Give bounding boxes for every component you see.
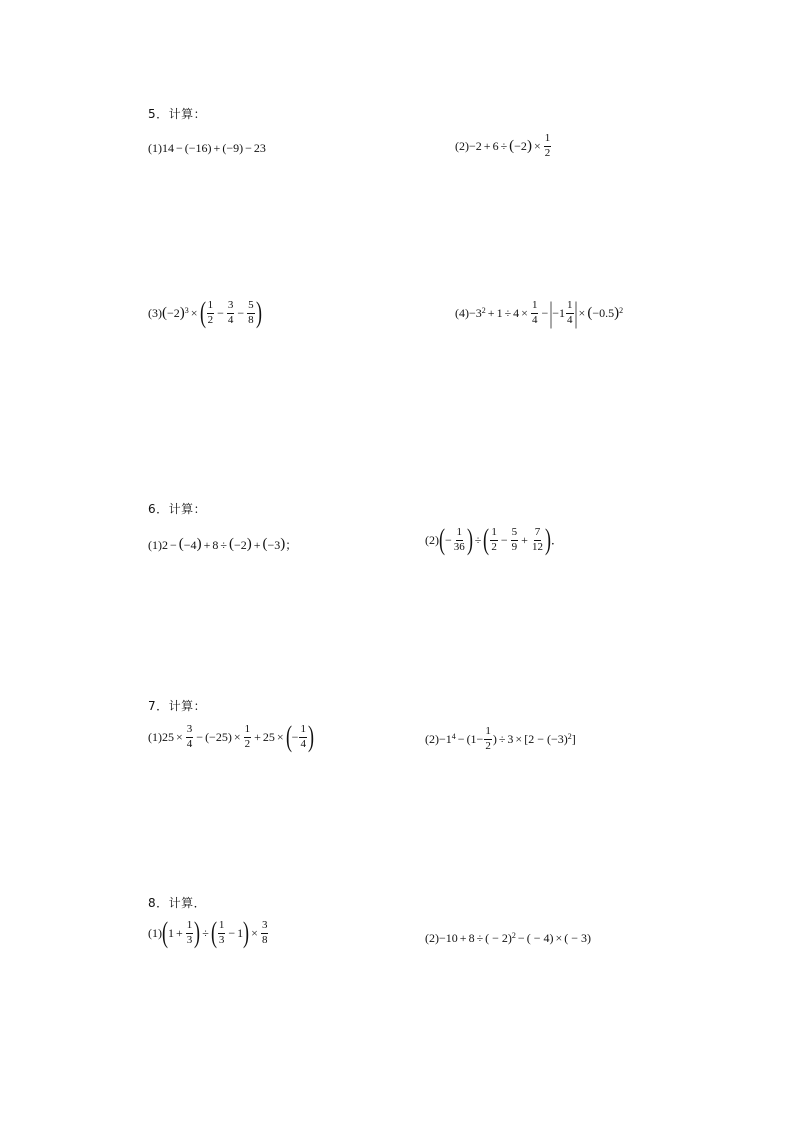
fraction xyxy=(531,527,544,553)
term: −1 xyxy=(552,306,566,321)
numerator: 3 xyxy=(261,920,269,934)
fraction xyxy=(244,724,252,750)
operator: × xyxy=(276,730,284,745)
paren-close: ) xyxy=(179,304,185,321)
abs-bar-close: | xyxy=(574,296,578,330)
denominator: 2 xyxy=(544,146,551,159)
operator: − xyxy=(237,306,245,321)
operator: ÷ xyxy=(476,931,484,945)
term: 2 xyxy=(162,537,168,552)
term: ( − 3) xyxy=(564,931,592,945)
term: 4 xyxy=(513,306,520,321)
term: 3 xyxy=(507,732,514,747)
term: −2 xyxy=(469,139,482,154)
q6-part2 xyxy=(425,523,563,557)
term: 25 xyxy=(262,730,275,745)
big-paren-close: ) xyxy=(544,523,551,557)
term: ] xyxy=(571,732,576,747)
big-paren-open: ( xyxy=(439,523,445,557)
paren-open: ( xyxy=(509,137,515,154)
operator: × xyxy=(533,139,541,154)
question-6-title: 6．计算： xyxy=(148,502,207,516)
numerator: 1 xyxy=(299,724,307,738)
label: (1) xyxy=(148,537,162,552)
fraction xyxy=(531,300,539,326)
operator: + xyxy=(213,141,221,155)
operator: ÷ xyxy=(498,732,506,747)
paren-close: ) xyxy=(526,137,532,154)
fraction xyxy=(544,133,552,159)
operator: − xyxy=(170,537,177,552)
term: ( − 4) xyxy=(526,931,554,945)
q6-part1 xyxy=(148,537,297,552)
fraction xyxy=(484,726,492,752)
exponent: 3 xyxy=(184,306,189,316)
big-paren-close: ) xyxy=(243,916,250,950)
big-paren-open: ( xyxy=(285,720,292,754)
operator: + xyxy=(483,139,491,154)
label: (3) xyxy=(148,306,162,321)
q8-part1 xyxy=(148,916,269,950)
term: 25 xyxy=(162,730,174,745)
paren-open: ( xyxy=(178,536,184,552)
q8-part2 xyxy=(425,932,591,944)
exponent: 4 xyxy=(451,732,456,742)
numerator: 1 xyxy=(544,133,552,147)
denominator: 2 xyxy=(244,737,251,750)
denominator: 12 xyxy=(531,540,543,553)
denominator: 4 xyxy=(300,737,306,750)
operator: ÷ xyxy=(220,537,227,552)
fraction xyxy=(299,724,307,750)
term: 1 xyxy=(237,926,244,941)
numerator: 1 xyxy=(566,300,574,314)
big-paren-open: ( xyxy=(483,523,490,557)
operator: × xyxy=(515,732,523,747)
fraction xyxy=(490,527,498,553)
q5-part4 xyxy=(455,296,624,330)
big-paren-close: ) xyxy=(255,296,262,330)
term: −1 xyxy=(439,732,452,747)
numerator: 1 xyxy=(186,920,194,934)
operator: − xyxy=(245,141,252,155)
fraction xyxy=(207,300,215,326)
denominator: 3 xyxy=(218,933,225,946)
paren-close: ) xyxy=(196,536,202,552)
fraction xyxy=(453,527,466,553)
exponent: 2 xyxy=(619,306,624,316)
label: (2) xyxy=(425,732,439,747)
term: [2 − (−3) xyxy=(524,732,568,747)
term: −2 xyxy=(514,139,527,154)
operator: × xyxy=(176,730,183,745)
operator: + xyxy=(459,931,467,945)
numerator: 5 xyxy=(511,527,519,541)
operator: − xyxy=(541,306,549,321)
numerator: 1 xyxy=(218,920,226,934)
operator: + xyxy=(203,537,211,552)
term: (1)14 xyxy=(148,141,174,155)
question-8-title: 8．计算． xyxy=(148,896,207,910)
operator: − xyxy=(217,306,224,321)
term: 23 xyxy=(253,141,266,155)
term: (−16) xyxy=(184,141,212,155)
operator: + xyxy=(253,537,261,552)
operator: × xyxy=(190,306,198,321)
operator: − xyxy=(176,141,183,155)
sign: − xyxy=(445,533,452,548)
exponent: 2 xyxy=(511,931,516,940)
denominator: 8 xyxy=(261,933,268,946)
operator: × xyxy=(578,306,586,321)
operator: + xyxy=(176,926,183,941)
operator: ÷ xyxy=(500,139,508,154)
label: (4) xyxy=(455,306,469,321)
numerator: 1 xyxy=(207,300,215,314)
numerator: 3 xyxy=(227,300,235,314)
operator: + xyxy=(487,306,495,321)
term: 8 xyxy=(468,931,475,945)
operator: − xyxy=(196,730,204,745)
paren-open: ( xyxy=(262,536,268,552)
fraction xyxy=(511,527,519,553)
operator: × xyxy=(555,931,563,945)
term: 8 xyxy=(212,537,219,552)
term: −2 xyxy=(167,306,180,321)
numerator: 1 xyxy=(456,527,464,541)
denominator: 4 xyxy=(186,737,193,750)
operator: × xyxy=(251,926,258,941)
denominator: 8 xyxy=(248,313,254,326)
label: (1) xyxy=(148,926,162,941)
denominator: 4 xyxy=(531,313,538,326)
operator: + xyxy=(521,533,528,548)
exponent: 2 xyxy=(481,306,486,316)
term: −10 xyxy=(439,931,458,945)
paren-open: ( xyxy=(228,536,234,552)
denominator: 4 xyxy=(227,313,234,326)
q5-part2 xyxy=(455,133,552,159)
numerator: 7 xyxy=(534,527,542,541)
abs-bar-open: | xyxy=(549,296,553,330)
term: (−9) xyxy=(222,141,244,155)
paren-close: ) xyxy=(614,304,620,321)
numerator: 1 xyxy=(531,300,539,314)
q7-part1 xyxy=(148,720,314,754)
big-paren-open: ( xyxy=(199,296,206,330)
numerator: 1 xyxy=(244,724,252,738)
denominator: 4 xyxy=(567,313,573,326)
term: (1− xyxy=(466,732,484,747)
fraction xyxy=(186,724,194,750)
numerator: 1 xyxy=(490,527,498,541)
punctuation: ； xyxy=(285,537,298,552)
term: −3 xyxy=(267,537,281,552)
operator: − xyxy=(517,931,525,945)
exponent: 2 xyxy=(567,732,572,742)
fraction xyxy=(186,920,194,946)
big-paren-close: ) xyxy=(466,523,473,557)
label: (1) xyxy=(148,730,162,745)
operator: − xyxy=(228,926,236,941)
term: 1 xyxy=(496,306,503,321)
term: ) xyxy=(492,732,497,747)
paren-open: ( xyxy=(162,304,167,321)
question-5-title: 5．计算： xyxy=(148,107,207,121)
term: ( − 2) xyxy=(485,931,512,945)
operator: ÷ xyxy=(474,533,482,548)
numerator: 1 xyxy=(484,726,492,740)
denominator: 2 xyxy=(207,313,214,326)
numerator: 3 xyxy=(186,724,194,738)
denominator: 2 xyxy=(491,540,497,553)
paren-close: ) xyxy=(280,536,286,552)
term: (−25) xyxy=(205,730,232,745)
punctuation: ． xyxy=(550,533,563,548)
denominator: 3 xyxy=(186,933,193,946)
denominator: 2 xyxy=(485,739,491,752)
q5-part1 xyxy=(148,142,266,154)
numerator: 5 xyxy=(247,300,255,314)
fraction xyxy=(227,300,235,326)
label: (2) xyxy=(425,931,439,945)
q5-part3 xyxy=(148,296,262,330)
q7-part2 xyxy=(425,726,576,752)
question-7-title: 7．计算： xyxy=(148,699,207,713)
operator: − xyxy=(500,533,508,548)
term: −3 xyxy=(469,306,482,321)
term: −2 xyxy=(233,537,247,552)
big-paren-open: ( xyxy=(210,916,217,950)
operator: ÷ xyxy=(504,306,512,321)
label: (2) xyxy=(425,533,439,548)
operator: + xyxy=(254,730,261,745)
paren-close: ) xyxy=(246,536,252,552)
paren-open: ( xyxy=(587,304,593,321)
fraction xyxy=(566,300,574,326)
denominator: 9 xyxy=(511,540,518,553)
fraction xyxy=(247,300,255,326)
sign: − xyxy=(291,730,299,745)
operator: ÷ xyxy=(202,926,209,941)
big-paren-close: ) xyxy=(307,720,314,754)
big-paren-open: ( xyxy=(162,916,168,950)
term: 6 xyxy=(492,139,499,154)
operator: − xyxy=(457,732,465,747)
term: −0.5 xyxy=(592,306,615,321)
term: 1 xyxy=(168,926,174,941)
big-paren-close: ) xyxy=(194,916,201,950)
fraction xyxy=(218,920,226,946)
fraction xyxy=(261,920,269,946)
label: (2) xyxy=(455,139,469,154)
term: −4 xyxy=(183,537,197,552)
denominator: 36 xyxy=(453,540,465,553)
operator: × xyxy=(521,306,528,321)
operator: × xyxy=(233,730,241,745)
